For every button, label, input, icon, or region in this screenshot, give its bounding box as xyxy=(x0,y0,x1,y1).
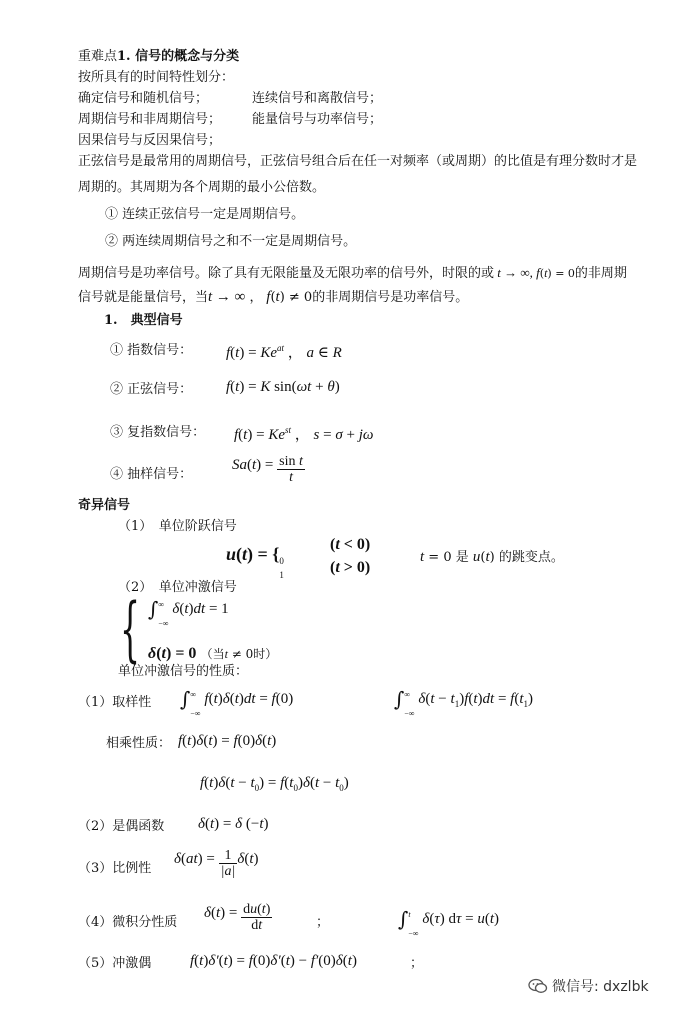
intro-text: 按所具有的时间特性划分： xyxy=(78,70,235,85)
formula-sampling-1: ∫ ∞ −∞ f(t)δ(t)dt = f(0) xyxy=(180,687,294,718)
semicolon-2: ； xyxy=(410,956,424,971)
class-periodic: 周期信号和非周期信号； xyxy=(78,112,222,127)
formula-sampling-2: ∫ ∞ −∞ $\delta(t - t_1)f(t)dt = f(t_1)$ xyxy=(394,687,534,718)
typical-signals-heading: 1. 典型信号 xyxy=(104,313,183,328)
para2-a: 周期信号是功率信号。除了具有无限能量及无限功率的信号外，时限的或 xyxy=(78,266,495,281)
typ-exp-label: ① 指数信号： xyxy=(110,343,193,358)
typ-sa-label: ④ 抽样信号： xyxy=(110,467,193,482)
class-deterministic: 确定信号和随机信号； xyxy=(78,91,209,106)
para1-line1: 正弦信号是最常用的周期信号，正弦信号组合后在任一对频率（或周期）的比值是有理分数时才是 xyxy=(78,154,638,169)
para2-line1: 周期信号是功率信号。除了具有无限能量及无限功率的信号外，时限的或 t → ∞, f(t) = 0的非周期 xyxy=(78,265,627,281)
para2-b: 的非周期 xyxy=(574,266,627,281)
step-cond-pos: (t > 0) xyxy=(330,559,371,576)
para2-c: 信号就是能量信号，当 xyxy=(78,290,209,305)
impulse-props-title: 单位冲激信号的性质： xyxy=(118,664,249,679)
prop-even-label: （2）是偶函数 xyxy=(78,819,165,834)
formula-impulse-integral: ∫ ∞ −∞ δ(t)dt = 1 xyxy=(148,597,229,628)
formula-cexp: $f(t) = Ke^{st}$ ， s = σ + jω xyxy=(234,425,374,443)
para1-line2: 周期的。其周期为各个周期的最小公倍数。 xyxy=(78,180,326,195)
prop-multiply-label: 相乘性质： xyxy=(106,736,172,751)
formula-even: δ(t) = δ (−t) xyxy=(198,816,269,832)
formula-multiply-1: f(t)δ(t) = f(0)δ(t) xyxy=(178,733,277,749)
step-label: （1） 单位阶跃信号 xyxy=(118,519,237,534)
wechat-icon xyxy=(528,978,548,994)
class-causal: 因果信号与反因果信号； xyxy=(78,133,222,148)
formula-sa: Sa(t) = $\frac{\text{sin t}}{t}$ xyxy=(232,454,303,485)
note-2: ② 两连续周期信号之和不一定是周期信号。 xyxy=(105,234,357,249)
semicolon-1: ； xyxy=(316,915,330,930)
formula-f-nonzero: f xyxy=(262,289,271,305)
formula-t-inf: t → ∞, xyxy=(494,265,537,280)
impulse-label: （2） 单位冲激信号 xyxy=(118,580,237,595)
title-prefix: 重难点 xyxy=(78,49,118,64)
step-note: t = 0 是 u(t) 的跳变点。 xyxy=(420,549,564,565)
formula-f-zero: f xyxy=(536,265,540,280)
watermark xyxy=(528,976,649,996)
formula-step: u(t) = { 0 1 xyxy=(226,544,284,580)
formula-sin: f(t) = K sin(ωt + θ) xyxy=(226,379,340,395)
formula-derivative: δ(t) = $\frac{du(t)}{dt}$ xyxy=(204,902,271,933)
prop-scale-label: （3）比例性 xyxy=(78,861,152,876)
step-cond-neg: (t < 0) xyxy=(330,536,371,553)
class-continuous: 连续信号和离散信号； xyxy=(252,91,383,106)
para2-line2: 信号就是能量信号，当t → ∞ ， f(t) ≠ 0的非周期信号是功率信号。 xyxy=(78,289,469,305)
formula-multiply-2: $f(t)\delta(t - t_0) = f(t_0)\delta(t - t_0)$ xyxy=(200,775,349,793)
title-text: 1. 信号的概念与分类 xyxy=(117,49,240,64)
formula-impulse-zero: δ(t) = 0 （当t ≠ 0时） xyxy=(148,645,278,662)
typ-sin-label: ② 正弦信号： xyxy=(110,382,193,397)
note-1: ① 连续正弦信号一定是周期信号。 xyxy=(105,207,305,222)
formula-t-inf-2: t → ∞ xyxy=(208,289,246,305)
formula-exp: $f(t) = Ke^{at}$ ， a ∈ R xyxy=(226,343,342,361)
formula-scale: δ(at) = $\frac{1}{|a|}$ δ(t) xyxy=(174,848,259,879)
watermark-text: 微信号: dxzlbk xyxy=(552,979,649,995)
formula-doublet: f(t)δ′(t) = f(0)δ′(t) − f′(0)δ(t) xyxy=(190,953,357,969)
typ-cexp-label: ③ 复指数信号： xyxy=(110,425,206,440)
impulse-brace: { xyxy=(120,588,141,670)
class-energy: 能量信号与功率信号； xyxy=(252,112,383,127)
para2-d: 的非周期信号是功率信号。 xyxy=(312,290,469,305)
formula-integral: ∫ t −∞ δ(τ) dτ = u(t) xyxy=(398,907,500,938)
section-title xyxy=(78,48,239,66)
prop-sampling-label: （1）取样性 xyxy=(78,695,152,710)
prop-calculus-label: （4）微积分性质 xyxy=(78,915,178,930)
singular-signals-heading: 奇异信号 xyxy=(78,498,131,513)
prop-doublet-label: （5）冲激偶 xyxy=(78,956,152,971)
